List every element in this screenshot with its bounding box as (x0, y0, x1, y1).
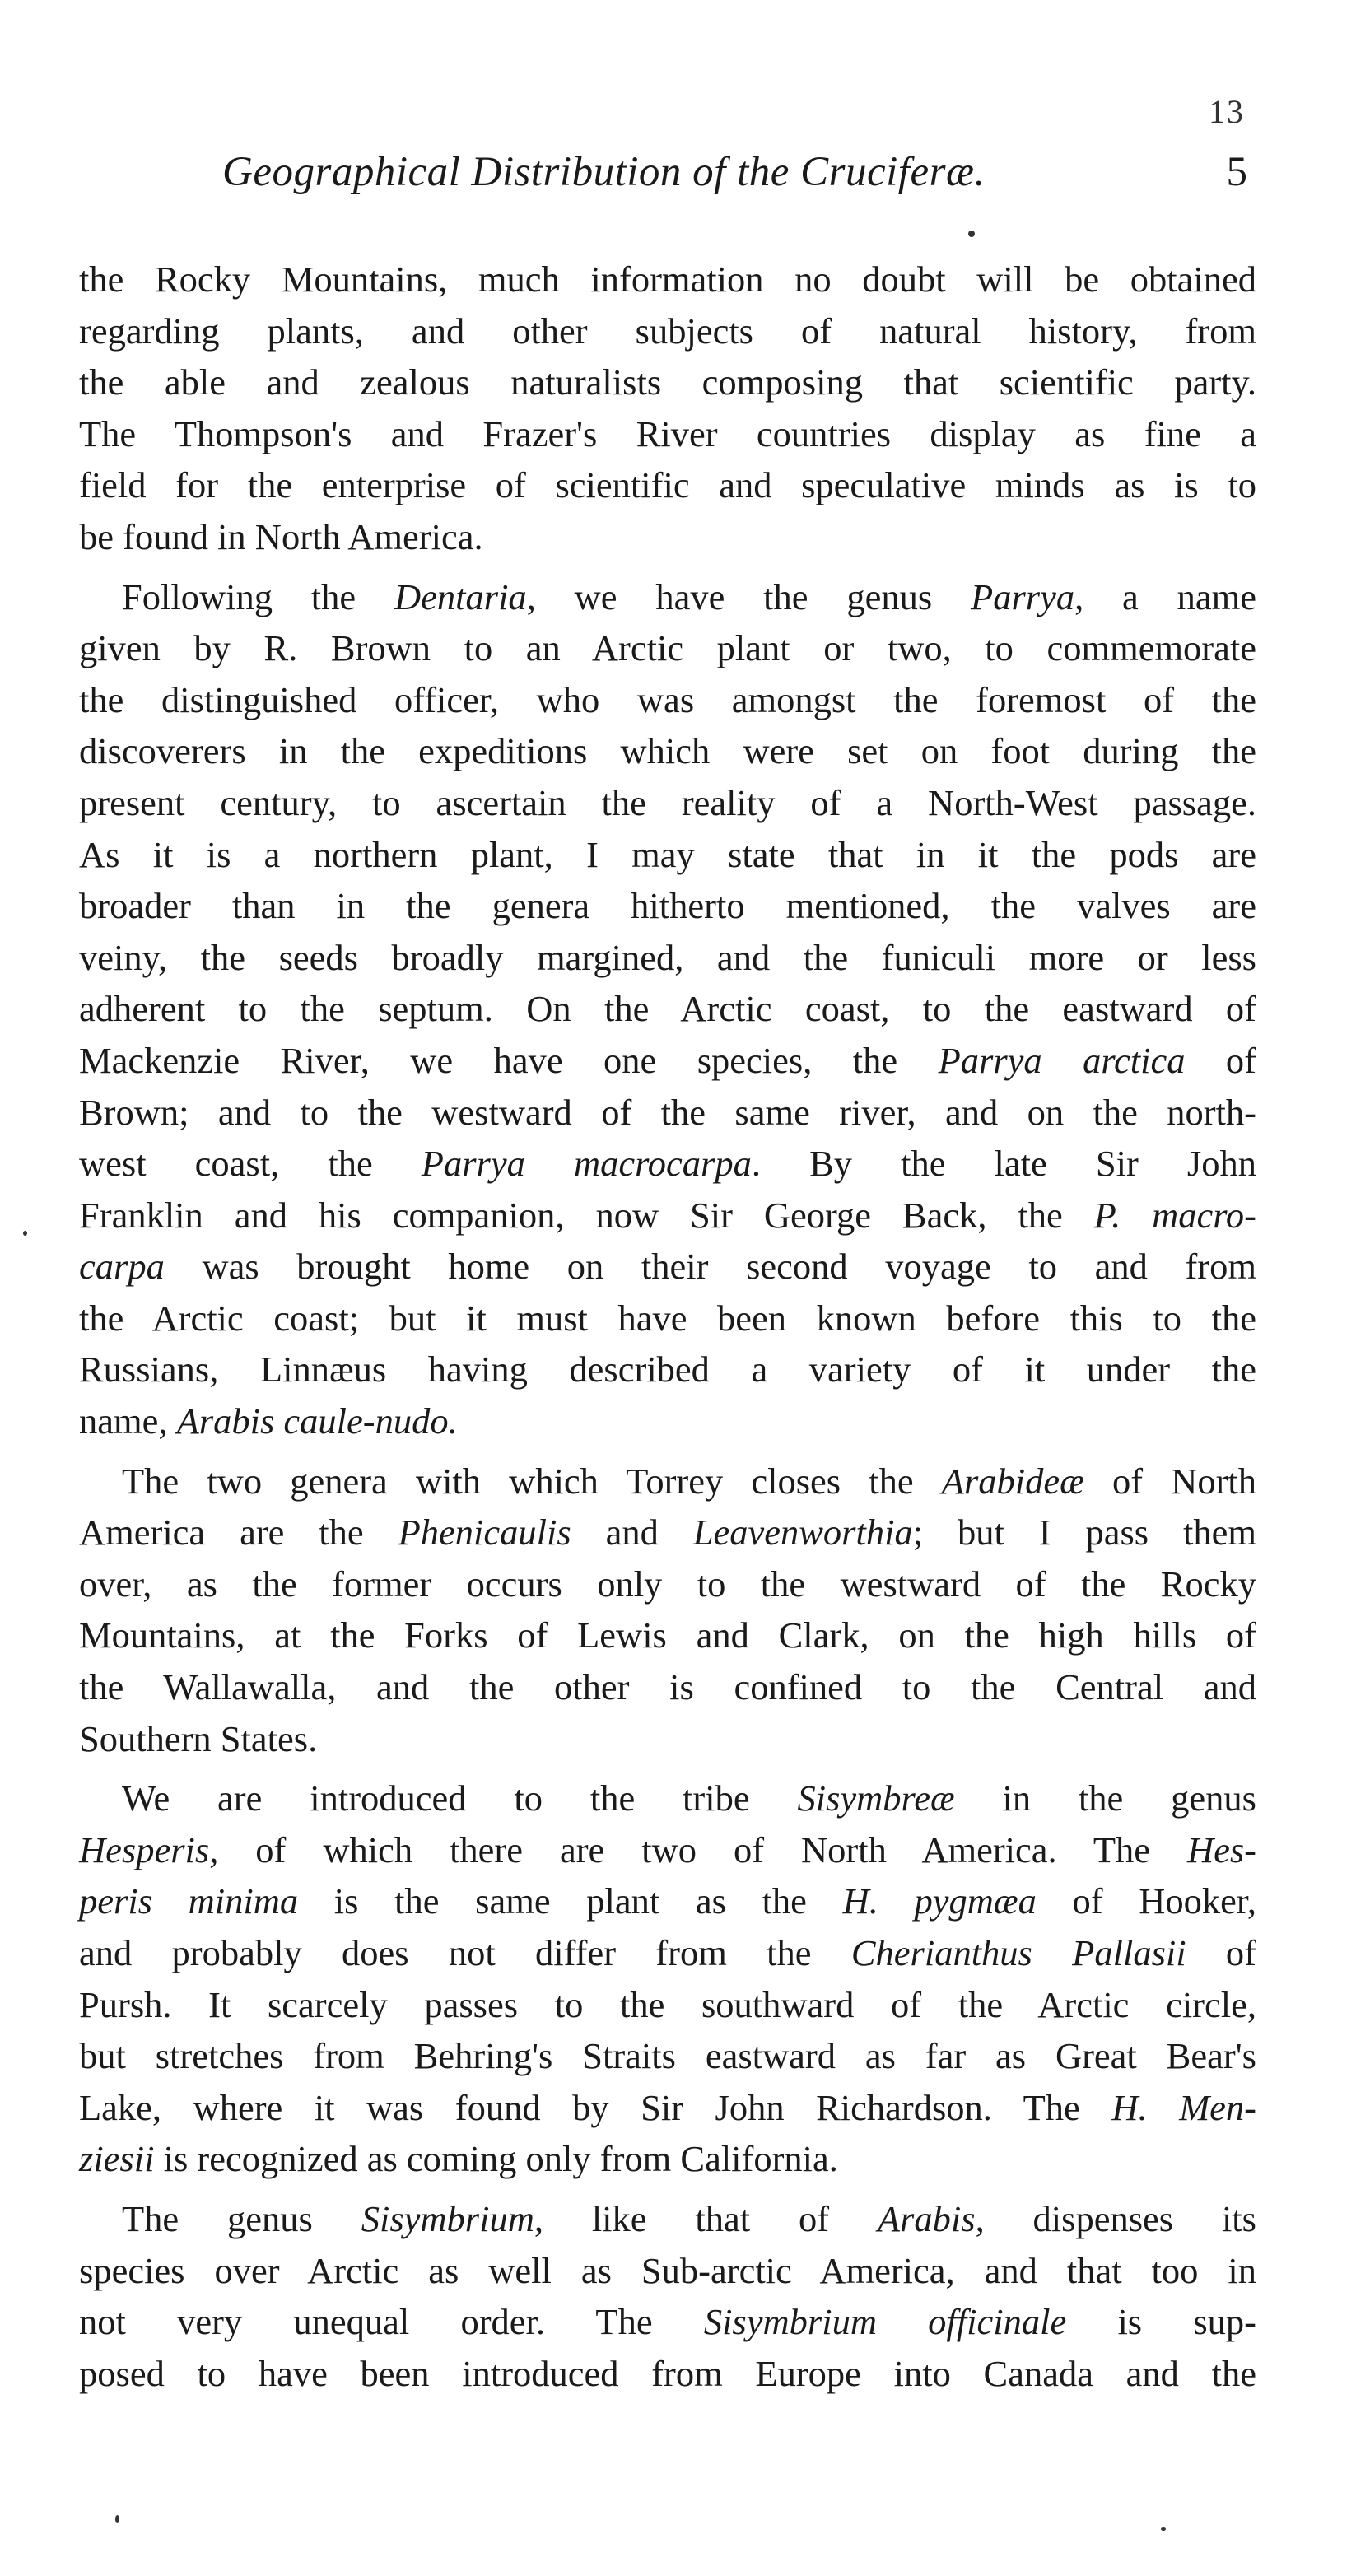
text-line: the Rocky Mountains, much information no doubt will be obtained (79, 259, 1256, 300)
text-line: carpa was brought home on their second voyage to and from (79, 1246, 1256, 1288)
text-line: Mountains, at the Forks of Lewis and Clark, on the high hills of (79, 1614, 1256, 1656)
text-line: Hesperis, of which there are two of North America. The Hes- (79, 1828, 1256, 1870)
paragraph (79, 254, 1256, 563)
italic-term: Arabis caule-nudo. (176, 1400, 458, 1442)
italic-term: H. pygmæa (842, 1880, 1037, 1922)
text-line: Franklin and his companion, now Sir George Back, the P. macro- (79, 1194, 1256, 1236)
text-line: adherent to the septum. On the Arctic coast, to the eastward of (79, 988, 1256, 1030)
text-line: name, Arabis caule-nudo. (79, 1400, 458, 1442)
italic-term: H. Men- (1111, 2086, 1256, 2128)
text-line: We are introduced to the tribe Sisymbreæ in the genus (122, 1777, 1256, 1819)
italic-term: Parrya arctica (938, 1039, 1186, 1081)
text-line: the Wallawalla, and the other is confined to the Central and (79, 1666, 1256, 1708)
text-line: and probably does not differ from the Cherianthus Pallasii of (79, 1932, 1256, 1973)
italic-term: Parrya macrocarpa (421, 1143, 752, 1185)
italic-term: Arabideæ (941, 1460, 1084, 1502)
text-line: veiny, the seeds broadly margined, and the funiculi more or less (79, 936, 1256, 978)
italic-term: P. macro- (1093, 1194, 1256, 1236)
text-line: Brown; and to the westward of the same river, and on the north- (79, 1091, 1256, 1133)
text-line: not very unequal order. The Sisymbrium officinale is sup- (79, 2301, 1256, 2343)
page-body (79, 254, 1256, 2399)
text-line: but stretches from Behring's Straits eastward as far as Great Bear's (79, 2035, 1256, 2077)
text-line: The two genera with which Torrey closes the Arabideæ of North (122, 1460, 1256, 1502)
text-line: Russians, Linnæus having described a variety of it under the (79, 1349, 1256, 1390)
page-mark: 13 (1209, 93, 1245, 130)
text-line: regarding plants, and other subjects of natural history, from (79, 310, 1256, 352)
italic-term: Leavenworthia (692, 1512, 913, 1554)
italic-term: Parrya (971, 575, 1075, 617)
italic-term: Cherianthus Pallasii (850, 1932, 1186, 1973)
text-line: broader than in the genera hitherto mentioned, the valves are (79, 885, 1256, 927)
italic-term: carpa (79, 1246, 165, 1288)
text-line: over, as the former occurs only to the westward of the Rocky (79, 1563, 1256, 1605)
italic-term: Hesperis (79, 1828, 210, 1870)
text-line: the Arctic coast; but it must have been known before this to the (79, 1297, 1256, 1339)
text-line: America are the Phenicaulis and Leavenworthia; but I pass them (79, 1512, 1256, 1554)
text-line: field for the enterprise of scientific and speculative minds as is to (79, 464, 1256, 506)
italic-term: Dentaria (394, 575, 527, 617)
text-line: present century, to ascertain the reality of a North-West passage. (79, 781, 1256, 823)
text-line: The genus Sisymbrium, like that of Arabis, dispenses its (122, 2197, 1256, 2239)
italic-term: Sisymbreæ (797, 1777, 955, 1819)
paragraph (79, 1772, 1256, 2185)
italic-term: Phenicaulis (398, 1512, 571, 1554)
text-line: posed to have been introduced from Europe into Canada and the (79, 2352, 1256, 2394)
italic-term: Hes- (1186, 1828, 1256, 1870)
text-line: As it is a northern plant, I may state that in it the pods are (79, 833, 1256, 875)
ink-speck (1161, 2527, 1166, 2531)
text-line: Mackenzie River, we have one species, the Parrya arctica of (79, 1039, 1257, 1081)
ink-speck (115, 2515, 119, 2523)
text-line: species over Arctic as well as Sub-arctic America, and that too in (79, 2249, 1256, 2291)
text-line: Following the Dentaria, we have the genus Parrya, a name (122, 575, 1257, 617)
italic-term: ziesii (79, 2138, 155, 2180)
text-line: the distinguished officer, who was amongst the foremost of the (79, 678, 1256, 720)
text-line: the able and zealous naturalists composing that scientific party. (79, 361, 1256, 403)
text-line: ziesii is recognized as coming only from California. (79, 2138, 838, 2180)
page-number: 5 (1226, 149, 1247, 195)
running-header (222, 148, 1247, 214)
italic-term: peris minima (79, 1880, 299, 1922)
text-line: west coast, the Parrya macrocarpa. By the late Sir John (79, 1143, 1256, 1185)
italic-term: Sisymbrium officinale (703, 2301, 1067, 2343)
paragraph (79, 2193, 1256, 2399)
ink-speck (968, 231, 975, 237)
italic-term: Arabis (877, 2197, 976, 2239)
italic-term: Sisymbrium (361, 2197, 534, 2239)
text-line: Pursh. It scarcely passes to the southward of the Arctic circle, (79, 1983, 1256, 2025)
text-line: peris minima is the same plant as the H. pygmæa of Hooker, (79, 1880, 1256, 1922)
text-line: The Thompson's and Frazer's River countries display as fine a (79, 412, 1256, 454)
paragraph (79, 571, 1256, 1447)
running-title: Geographical Distribution of the Cruciferæ. (222, 149, 986, 195)
text-line: given by R. Brown to an Arctic plant or two, to commemorate (79, 627, 1256, 669)
text-line: Lake, where it was found by Sir John Richardson. The H. Men- (79, 2086, 1256, 2128)
paragraph (79, 1456, 1256, 1765)
text-line: be found in North America. (79, 515, 483, 557)
text-line: Southern States. (79, 1717, 318, 1759)
text-line: discoverers in the expeditions which were set on foot during the (79, 730, 1256, 772)
ink-speck (23, 1231, 27, 1236)
